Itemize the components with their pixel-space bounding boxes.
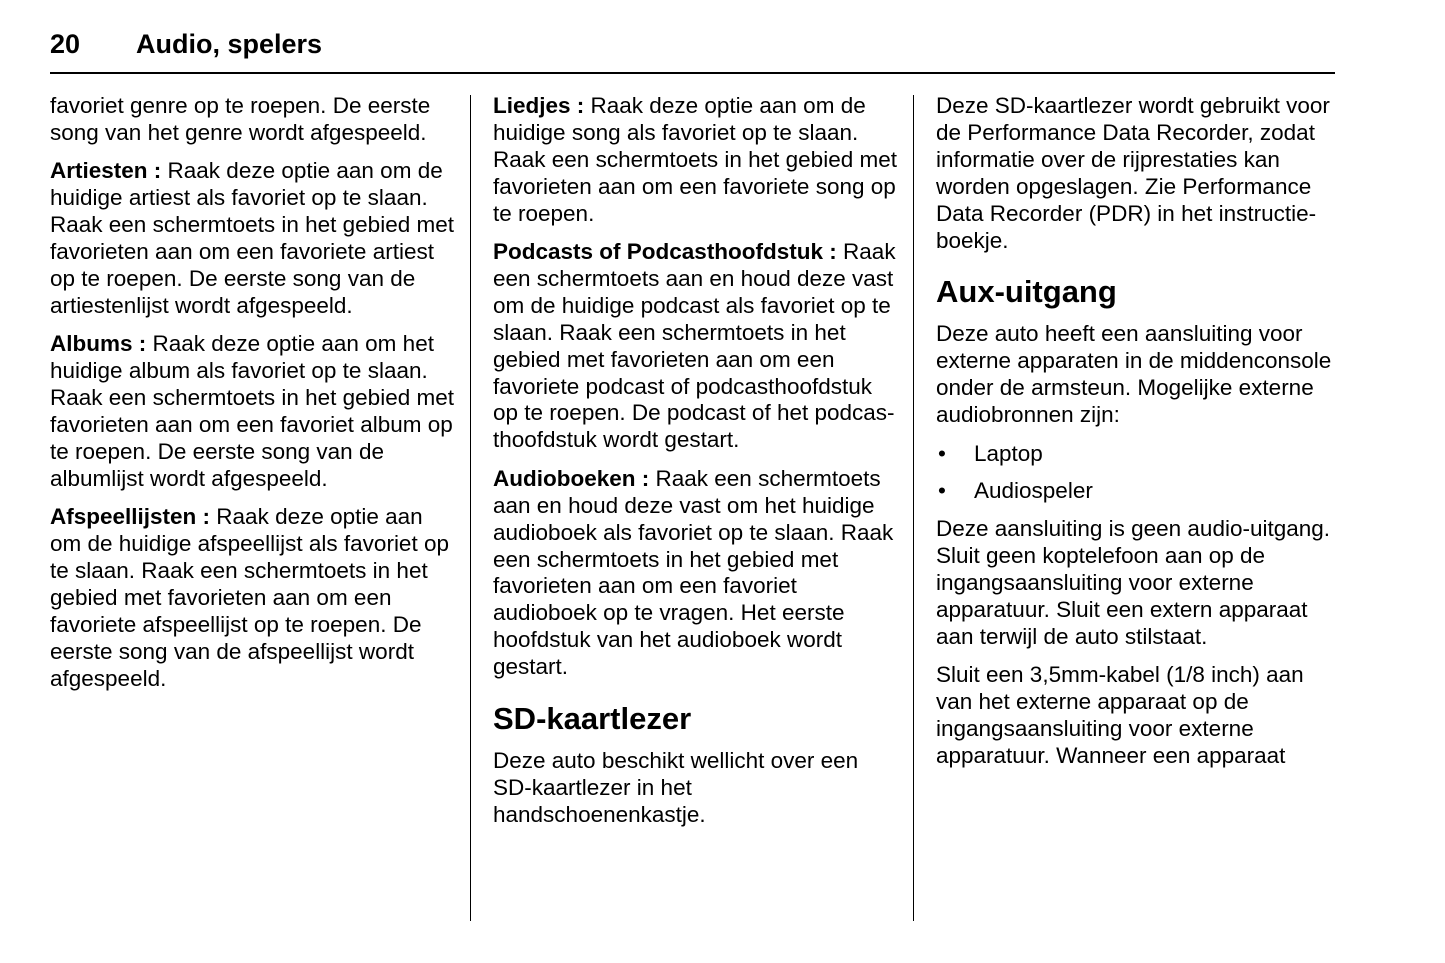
aux-output-heading: Aux-uitgang [936, 274, 1117, 310]
page-number: 20 [50, 29, 81, 59]
bullet-icon: • [938, 440, 946, 466]
section-title: Audio, spelers [136, 29, 323, 59]
albums-paragraph [50, 331, 455, 492]
sd-card-reader-paragraph: Deze auto beschikt wellicht over een SD-kaartlezer in het handschoenenkastje. [493, 748, 859, 827]
column-left [50, 93, 455, 704]
artists-paragraph [50, 158, 455, 319]
podcasts-paragraph [493, 239, 903, 454]
playlists-paragraph [50, 504, 455, 692]
artists-text: Raak deze optie aan om de huidige artiest als favoriet op te slaan. Raak een schermtoets in het gebied met favorieten aan om een favoriete artiest op te roepen. De eerste song van de artiestenlijst wordt afgespeeld. [50, 158, 454, 318]
audiobooks-term: Audioboeken : [493, 465, 650, 491]
genre-continuation-paragraph: favoriet genre op te roepen. De eerste song van het genre wordt afgespeeld. [50, 93, 431, 145]
playlists-term: Afspeellijsten : [50, 504, 211, 530]
songs-paragraph [493, 93, 903, 228]
audiobooks-paragraph [493, 466, 903, 681]
audiobooks-text: Raak een schermtoets aan en houd deze vast om het huidige audioboek als favoriet op te slaan. Raak een schermtoets in het gebied met favorieten aan om een favoriet audioboek op te vragen. Het eerste hoofdstuk van het audioboek wordt gestart. [493, 465, 894, 680]
list-item [936, 478, 1346, 505]
column-divider-left [470, 95, 471, 921]
songs-text: Raak deze optie aan om de huidige song als favoriet op te slaan. Raak een schermtoets in het gebied met favorieten aan om een favoriete song op te roepen. [493, 93, 897, 226]
aux-intro-paragraph: Deze auto heeft een aansluiting voor externe apparaten in de middenconsole onder de armsteun. Mogelijke externe audiobronnen zijn: [936, 321, 1332, 428]
list-item-label: Audiospeler [974, 478, 1093, 504]
playlists-text: Raak deze optie aan om de huidige afspeellijst als favoriet op te slaan. Raak een schermtoets in het gebied met favorieten aan om een favoriete afspeellijst op te roepen. De eerste song van de afspeellijst wordt afgespeeld. [50, 504, 449, 691]
column-right [936, 93, 1346, 782]
podcasts-term: Podcasts of Podcasthoofdstuk : [493, 239, 837, 265]
albums-text: Raak deze optie aan om het huidige album als favoriet op te slaan. Raak een schermtoets in het gebied met favorieten aan om een favoriet album op te roepen. De eerste song van de albumlijst wordt afgespeeld. [50, 331, 454, 491]
audio-source-list [936, 441, 1346, 506]
sd-card-reader-usage-paragraph: Deze SD-kaartlezer wordt gebruikt voor de Performance Data Recorder, zodat informatie over de rijprestaties kan worden opgeslagen. Zie Performance Data Recorder (PDR) in het instructieboekje. [936, 93, 1330, 253]
artists-term: Artiesten : [50, 158, 162, 184]
aux-cable-paragraph: Sluit een 3,5mm-kabel (1/8 inch) aan van het externe apparaat op de ingangsaansluiting voor externe apparatuur. Wanneer een apparaat [936, 662, 1304, 769]
page-header [50, 28, 1335, 74]
songs-term: Liedjes : [493, 93, 585, 118]
column-divider-right [913, 95, 914, 921]
albums-term: Albums : [50, 331, 147, 357]
column-middle [493, 93, 903, 840]
sd-card-reader-heading: SD-kaartlezer [493, 701, 692, 737]
list-item [936, 441, 1346, 468]
podcasts-text: Raak een schermtoets aan en houd deze vast om de huidige podcast als favoriet op te slaan. Raak een schermtoets in het gebied met favorieten aan om een favoriete podcast of podcasthoofdstuk op te roepen. De podcast of het podcasthoofdstuk wordt gestart. [493, 239, 896, 453]
aux-note-paragraph: Deze aansluiting is geen audio-uitgang. Sluit geen koptelefoon aan op de ingangsaansluiting voor externe apparatuur. Sluit een extern apparaat aan terwijl de auto stilstaat. [936, 516, 1331, 649]
list-item-label: Laptop [974, 440, 1043, 466]
bullet-icon: • [938, 478, 946, 504]
